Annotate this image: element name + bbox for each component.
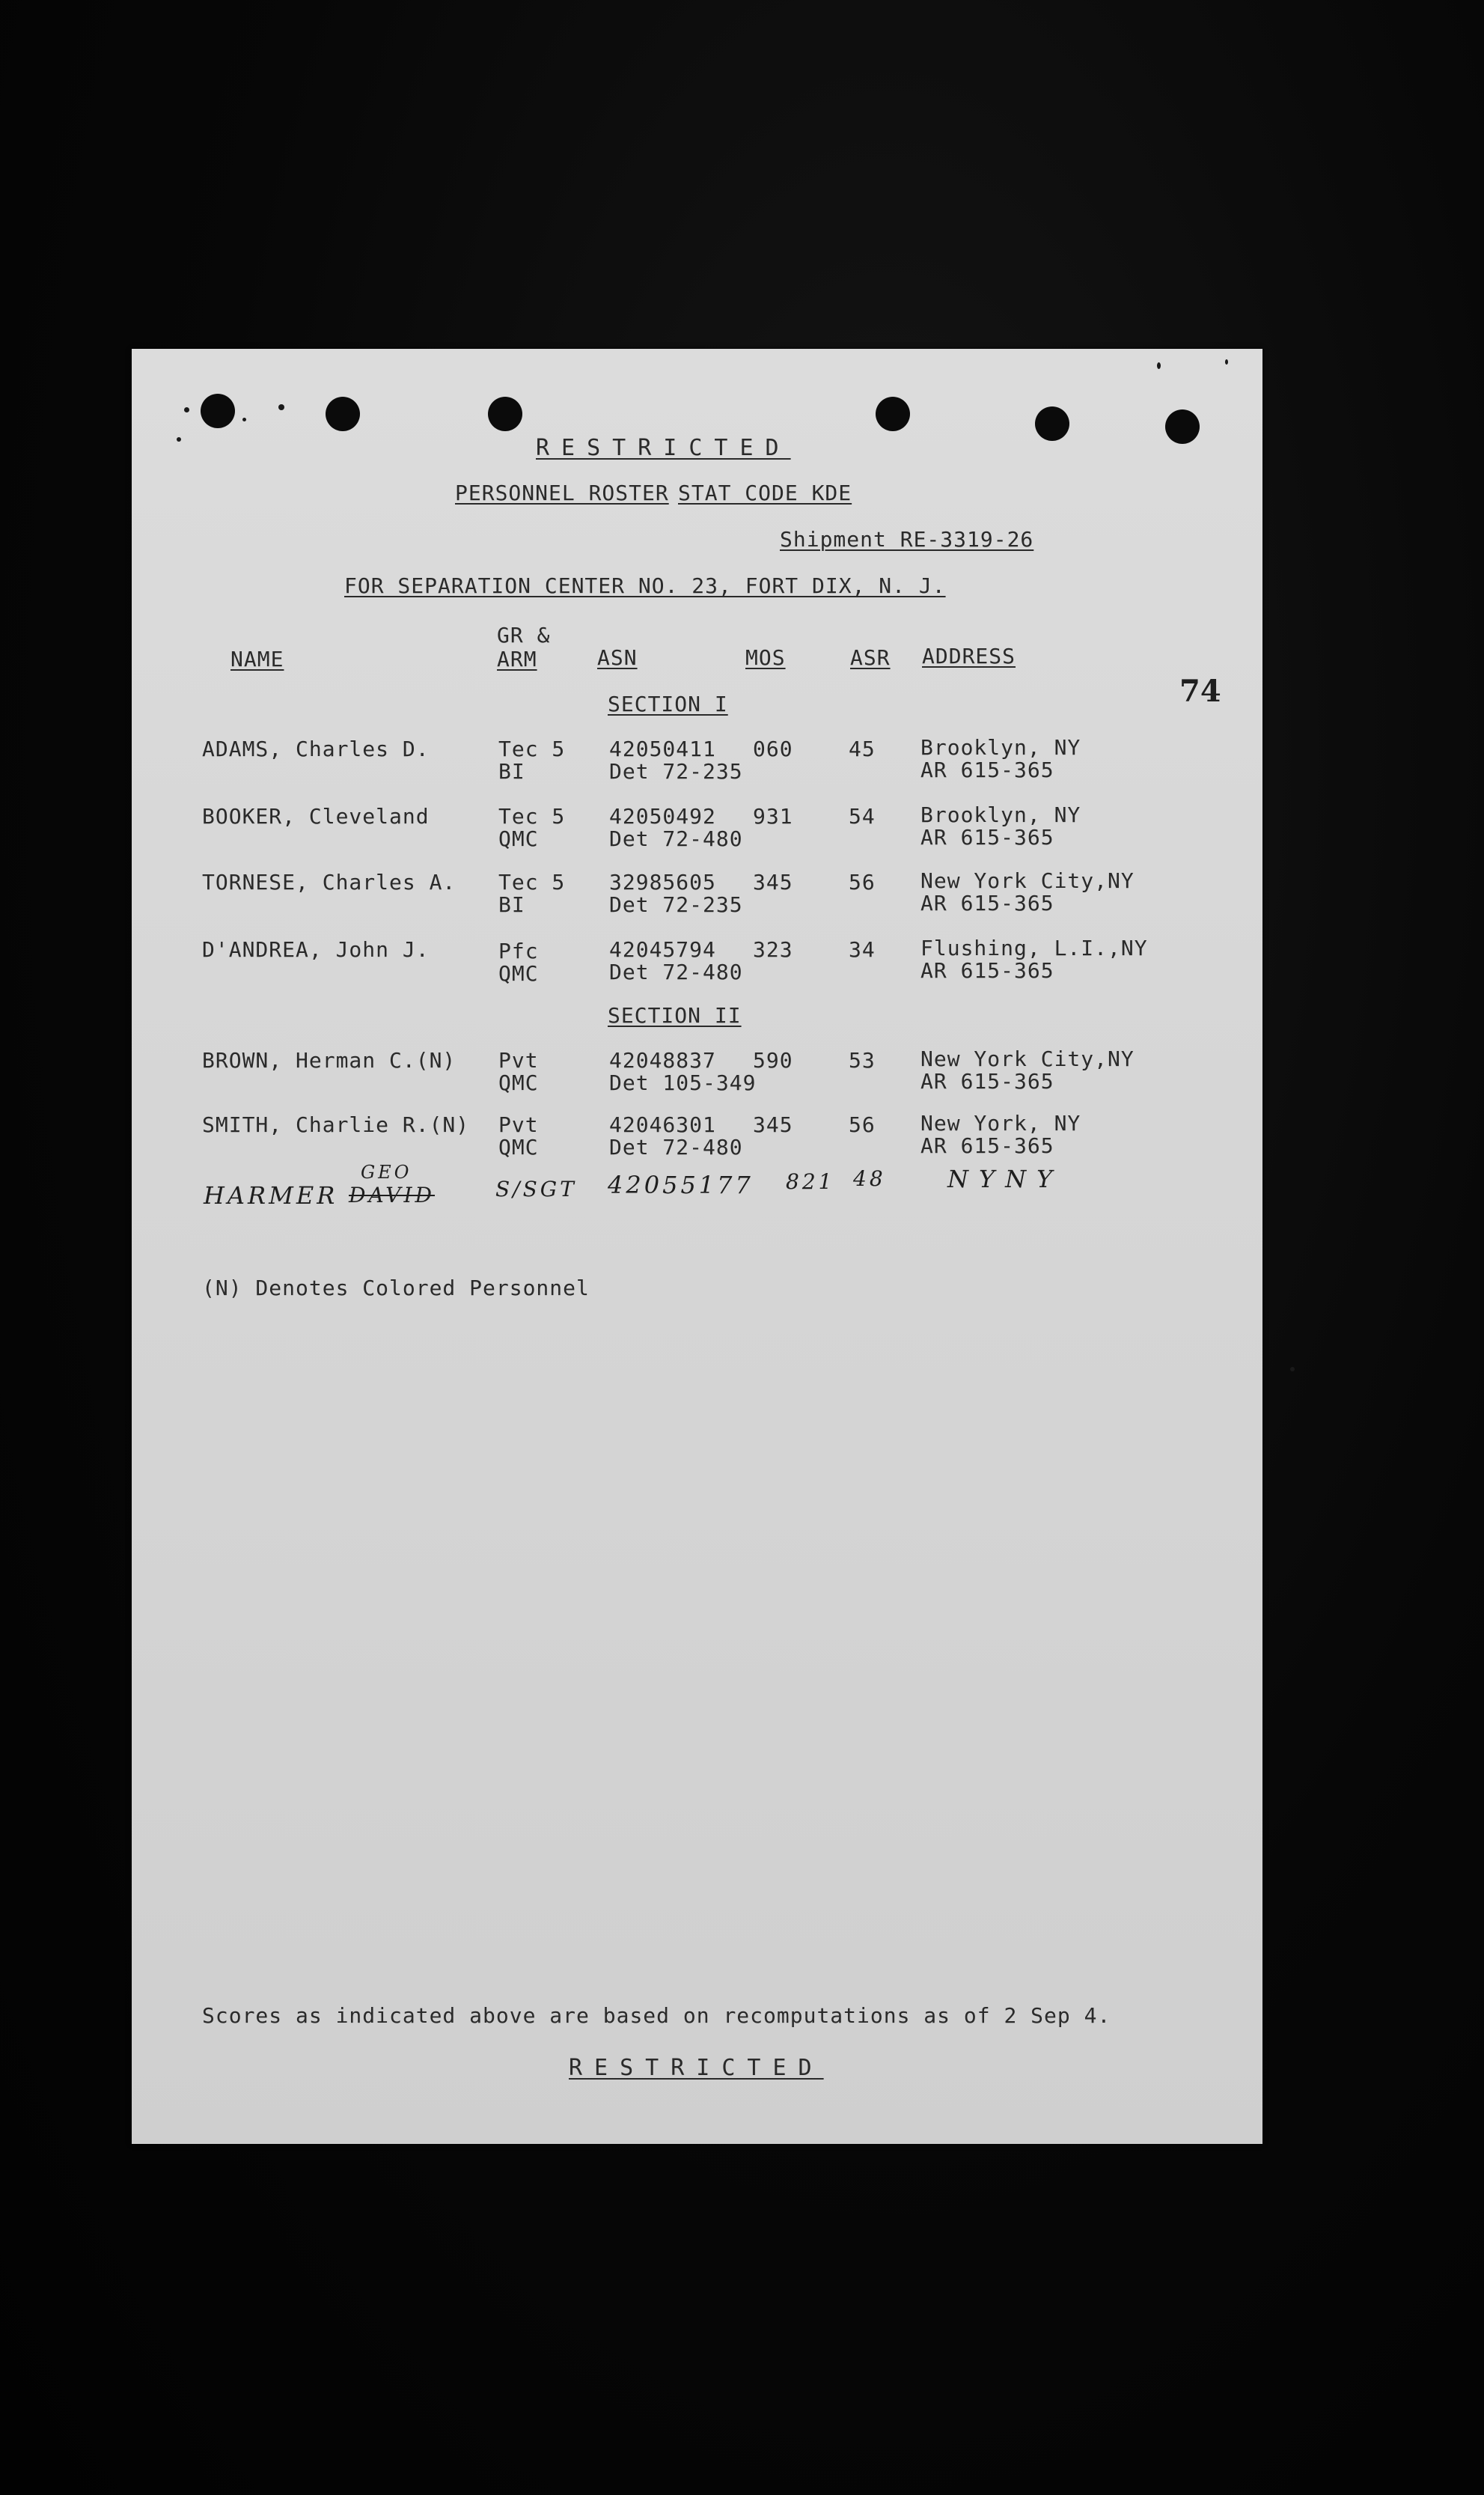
row-authority: AR 615-365 — [920, 758, 1054, 782]
ink-speck — [184, 407, 189, 412]
row-authority: AR 615-365 — [920, 825, 1054, 850]
section-title: SECTION II — [608, 1003, 742, 1028]
row-asr: 53 — [849, 1048, 876, 1073]
classification-footer: RESTRICTED — [569, 2055, 824, 2081]
row-mos: 345 — [753, 1112, 793, 1137]
row-authority: AR 615-365 — [920, 1133, 1054, 1158]
row-detail: Det 72-480 — [609, 826, 743, 851]
punch-hole — [1165, 409, 1200, 444]
handwritten-surname: HARMER — [204, 1181, 338, 1210]
row-name: SMITH, Charlie R.(N) — [202, 1112, 470, 1137]
row-address: Brooklyn, NY — [920, 802, 1081, 827]
handwritten-address: NYNY — [947, 1165, 1063, 1193]
row-arm: QMC — [498, 826, 539, 851]
row-grade: Pvt — [498, 1048, 539, 1073]
handwritten-inserted-name: GEO — [361, 1162, 412, 1183]
row-address: Flushing, L.I.,NY — [920, 936, 1148, 960]
column-header-grade: GR & — [497, 623, 551, 648]
row-asn: 42050411 — [609, 737, 716, 761]
column-header-address: ADDRESS — [922, 644, 1016, 668]
column-header-name: NAME — [230, 647, 284, 671]
row-asn: 32985605 — [609, 870, 716, 895]
row-asn: 42046301 — [609, 1112, 716, 1137]
row-detail: Det 105-349 — [609, 1070, 757, 1095]
row-asn: 42045794 — [609, 937, 716, 962]
row-asn: 42048837 — [609, 1048, 716, 1073]
row-grade: Tec 5 — [498, 804, 566, 829]
row-authority: AR 615-365 — [920, 891, 1054, 916]
row-address: New York City,NY — [920, 1047, 1135, 1071]
punch-hole — [1035, 406, 1069, 441]
punch-hole — [201, 394, 235, 428]
classification-header: RESTRICTED — [536, 435, 791, 461]
row-arm: QMC — [498, 1135, 539, 1160]
handwritten-asn: 42055177 — [608, 1171, 754, 1199]
footnote: (N) Denotes Colored Personnel — [202, 1276, 590, 1300]
row-arm: QMC — [498, 1070, 539, 1095]
row-mos: 323 — [753, 937, 793, 962]
row-authority: AR 615-365 — [920, 958, 1054, 983]
row-name: BOOKER, Cleveland — [202, 804, 430, 829]
row-detail: Det 72-480 — [609, 960, 743, 984]
row-address: New York City,NY — [920, 868, 1135, 893]
row-detail: Det 72-235 — [609, 759, 743, 784]
ink-speck — [278, 404, 284, 410]
row-detail: Det 72-235 — [609, 892, 743, 917]
row-mos: 345 — [753, 870, 793, 895]
row-mos: 931 — [753, 804, 793, 829]
handwritten-grade: S/SGT — [495, 1177, 577, 1201]
row-mos: 060 — [753, 737, 793, 761]
row-name: BROWN, Herman C.(N) — [202, 1048, 457, 1073]
row-mos: 590 — [753, 1048, 793, 1073]
page-number: 74 — [1179, 674, 1221, 709]
row-asr: 56 — [849, 1112, 876, 1137]
punch-hole — [876, 397, 910, 431]
row-name: ADAMS, Charles D. — [202, 737, 430, 761]
ink-speck — [242, 418, 246, 421]
section-title: SECTION I — [608, 692, 728, 716]
column-header-arm: ARM — [497, 647, 537, 671]
row-asr: 45 — [849, 737, 876, 761]
row-detail: Det 72-480 — [609, 1135, 743, 1160]
row-authority: AR 615-365 — [920, 1069, 1054, 1094]
punch-hole — [488, 397, 522, 431]
shipment-number: Shipment RE-3319-26 — [780, 527, 1034, 552]
row-arm: QMC — [498, 961, 539, 986]
row-grade: Tec 5 — [498, 737, 566, 761]
ink-speck — [177, 437, 181, 442]
row-name: TORNESE, Charles A. — [202, 870, 457, 895]
stat-code: STAT CODE KDE — [678, 481, 852, 505]
ink-speck — [1157, 362, 1161, 369]
punch-hole — [326, 397, 360, 431]
row-grade: Tec 5 — [498, 870, 566, 895]
footer-note: Scores as indicated above are based on recomputations as of 2 Sep 4. — [202, 2003, 1111, 2028]
row-arm: BI — [498, 759, 525, 784]
row-name: D'ANDREA, John J. — [202, 937, 430, 962]
column-header-mos: MOS — [745, 645, 786, 670]
row-grade: Pfc — [498, 939, 539, 963]
handwritten-mos: 821 — [786, 1169, 835, 1194]
roster-title: PERSONNEL ROSTER — [455, 481, 669, 505]
row-arm: BI — [498, 892, 525, 917]
row-asr: 56 — [849, 870, 876, 895]
row-asr: 54 — [849, 804, 876, 829]
row-grade: Pvt — [498, 1112, 539, 1137]
handwritten-asr: 48 — [853, 1166, 886, 1191]
ink-speck — [1225, 359, 1228, 365]
column-header-asr: ASR — [850, 645, 891, 670]
row-asn: 42050492 — [609, 804, 716, 829]
handwritten-struck-name: DAVID — [349, 1183, 436, 1207]
ink-speck — [1290, 1367, 1295, 1371]
destination-line: FOR SEPARATION CENTER NO. 23, FORT DIX, N. J. — [344, 573, 946, 598]
row-address: Brooklyn, NY — [920, 735, 1081, 760]
column-header-asn: ASN — [597, 645, 638, 670]
row-asr: 34 — [849, 937, 876, 962]
document-page — [132, 349, 1262, 2144]
row-address: New York, NY — [920, 1111, 1081, 1136]
